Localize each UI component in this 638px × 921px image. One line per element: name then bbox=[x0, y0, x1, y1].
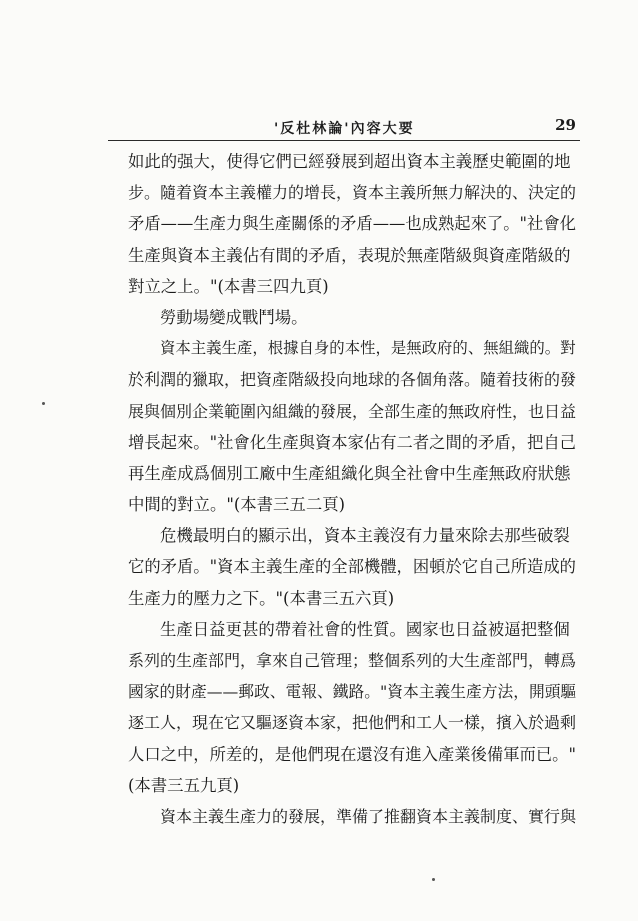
text-line: 增長起來。"社會化生產與資本家佔有二者之間的矛盾，把自己 bbox=[128, 432, 576, 452]
paragraph-first-line: 危機最明白的顯示出，資本主義沒有力量來除去那些破裂 bbox=[160, 526, 570, 546]
scan-speck bbox=[42, 402, 45, 405]
text-line: 如此的强大，使得它們已經發展到超出資本主義歷史範圍的地 bbox=[128, 152, 571, 171]
text-line: 國家的財產——郵政、電報、鐵路。"資本主義生產方法，開頭驅 bbox=[128, 682, 577, 702]
text-line: 於利潤的獵取，把資產階級投向地球的各個角落。隨着技術的發 bbox=[128, 370, 577, 390]
text-line: 再生產成爲個別工廠中生產組織化與全社會中生產無政府狀態 bbox=[128, 463, 571, 483]
header-divider bbox=[108, 140, 580, 141]
text-line: 步。隨着資本主義權力的增長，資本主義所無力解決的、決定的 bbox=[128, 183, 577, 203]
text-line: 它的矛盾。"資本主義生產的全部機體，困頓於它自己所造成的 bbox=[128, 557, 576, 577]
text-line: 系列的生產部門，拿來自己管理；整個系列的大生產部門，轉爲 bbox=[128, 651, 577, 670]
text-line: 生產力的壓力之下。"(本書三五六頁) bbox=[128, 588, 395, 608]
page-number: 29 bbox=[555, 116, 576, 134]
paragraph-first-line: 生產日益更甚的帶着社會的性質。國家也日益被逼把整個 bbox=[160, 619, 570, 639]
running-header bbox=[108, 108, 584, 138]
page-body bbox=[128, 146, 576, 832]
scan-speck bbox=[432, 878, 435, 881]
text-line: 矛盾——生產力與生產關係的矛盾——也成熟起來了。"社會化 bbox=[128, 214, 576, 234]
text-line: 對立之上。"(本書三四九頁) bbox=[128, 276, 329, 296]
text-line: 中間的對立。"(本書三五二頁) bbox=[128, 495, 346, 515]
text-line: 人口之中，所差的，是他們現在還沒有進入產業後備軍而已。" bbox=[128, 744, 576, 764]
text-line: 展與個別企業範圍內組織的發展，全部生產的無政府性，也日益 bbox=[128, 401, 577, 421]
paragraph-first-line: 資本主義生產，根據自身的本性，是無政府的、無組織的。對 bbox=[160, 339, 576, 358]
text-line: (本書三五九頁) bbox=[128, 775, 240, 795]
text-line: 逐工人，現在它又驅逐資本家，把他們和工人一樣，擯入於過剩 bbox=[128, 713, 577, 733]
paragraph-first-line: 勞動場變成戰鬥場。 bbox=[160, 307, 308, 327]
paragraph-first-line: 資本主義生產力的發展，準備了推翻資本主義制度、實行與 bbox=[160, 806, 577, 826]
text-line: 生產與資本主義佔有間的矛盾，表現於無產階級與資產階級的 bbox=[128, 245, 571, 265]
running-title: '反杜林論'內容大要 bbox=[274, 121, 415, 137]
